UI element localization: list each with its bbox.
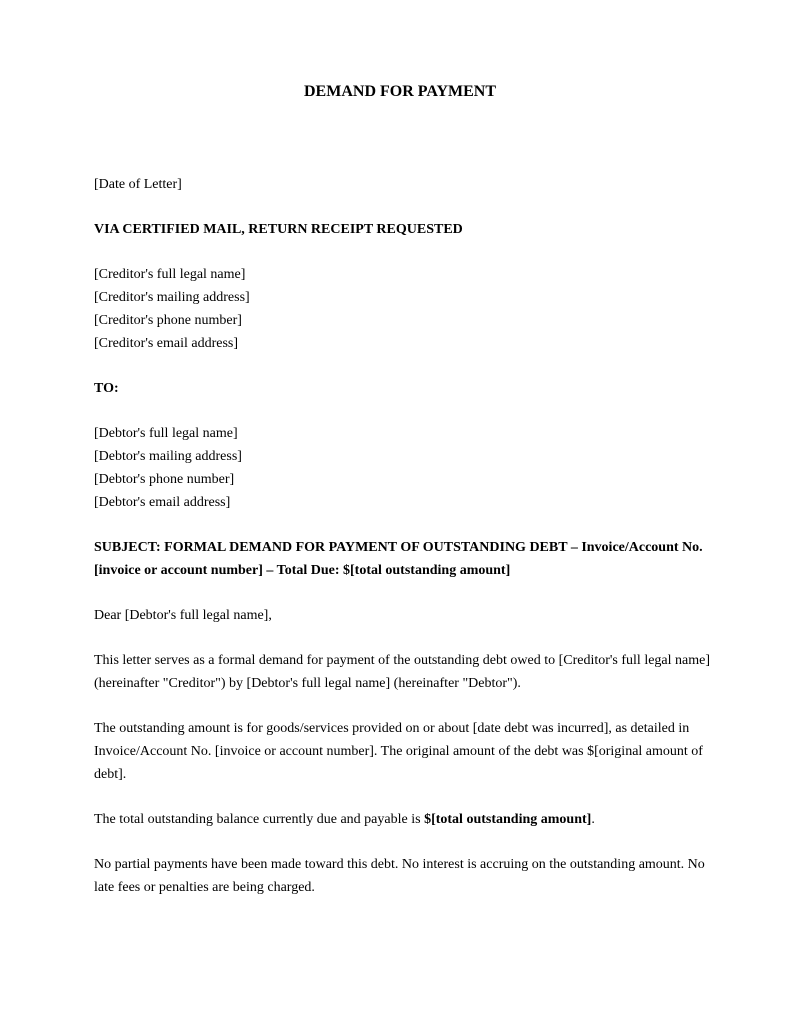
- paragraph-debt-details: The outstanding amount is for goods/services provided on or about [date debt was incurred], as detailed in Invoice/Account No. [invoice or account number]. The original amount of the debt was $[original amount of debt].: [94, 721, 703, 782]
- total-balance-amount: $[total outstanding amount]: [424, 812, 592, 827]
- creditor-phone: [Creditor's phone number]: [94, 313, 242, 328]
- debtor-address: [Debtor's mailing address]: [94, 449, 242, 464]
- paragraph-demand: This letter serves as a formal demand for payment of the outstanding debt owed to [Creditor's full legal name] (hereinafter "Creditor") by [Debtor's full legal name] (hereinafter "Debtor").: [94, 653, 711, 691]
- paragraph-payments-status: No partial payments have been made toward this debt. No interest is accruing on the outstanding amount. No late fees or penalties are being charged.: [94, 857, 705, 895]
- creditor-block: [94, 263, 714, 355]
- debtor-phone: [Debtor's phone number]: [94, 472, 235, 487]
- total-balance-prefix: The total outstanding balance currently due and payable is: [94, 812, 425, 827]
- creditor-name: [Creditor's full legal name]: [94, 267, 246, 282]
- paragraph-total-balance: [94, 808, 714, 831]
- total-balance-suffix: .: [591, 812, 595, 827]
- to-label: TO:: [94, 381, 119, 396]
- document-title: DEMAND FOR PAYMENT: [304, 83, 496, 100]
- subject-line: SUBJECT: FORMAL DEMAND FOR PAYMENT OF OUTSTANDING DEBT – Invoice/Account No. [invoice or account number] – Total Due: $[total outstanding amount]: [94, 540, 703, 578]
- debtor-email: [Debtor's email address]: [94, 495, 231, 510]
- creditor-address: [Creditor's mailing address]: [94, 290, 250, 305]
- debtor-name: [Debtor's full legal name]: [94, 426, 238, 441]
- letter-body: [94, 173, 714, 921]
- salutation: Dear [Debtor's full legal name],: [94, 608, 272, 623]
- creditor-email: [Creditor's email address]: [94, 336, 239, 351]
- letter-date: [Date of Letter]: [94, 177, 182, 192]
- delivery-method: VIA CERTIFIED MAIL, RETURN RECEIPT REQUESTED: [94, 222, 463, 237]
- debtor-block: [94, 422, 714, 514]
